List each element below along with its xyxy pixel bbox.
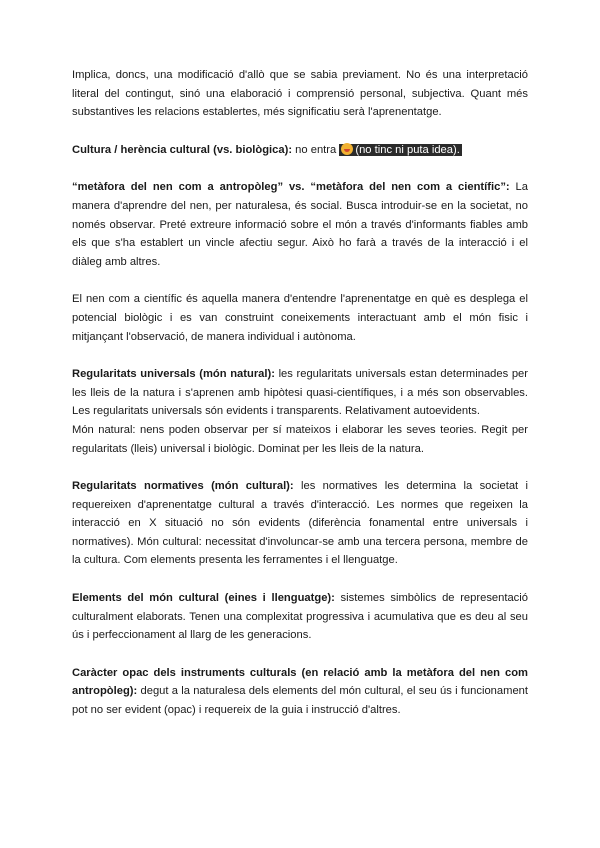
heading-regularitats-universals: Regularitats universals (món natural): [72,368,275,381]
paragraph-elements-mon-cultural [72,589,528,645]
paragraph-metafora [72,178,528,271]
heading-cultura: Cultura / herència cultural (vs. biològica): [72,143,293,156]
paragraph-caracter-opac [72,664,528,720]
paragraph-mon-natural: Món natural: nens poden observar per sí mateixos i elaborar les seves teories. Regit per regularitats (lleis) universal i biològic. Dominat per les lleis de la natura. [72,423,528,455]
text-regularitats-normatives: les normatives les determina la societat i requereixen d'aprenentatge cultural a través d'interacció. Les normes que regeixen la interacció en X situació no són evidents (diferència fonamental entre universals i normatives). Món cultural: necessitat d'involuncar-se amb una tercera persona, membre de la cultura. Com elements presenta les ferramentes i el llenguatge. [72,480,528,567]
paragraph-cultura [72,141,528,160]
highlight-text: (no tinc ni puta idea). [355,143,460,156]
heading-elements-mon-cultural: Elements del món cultural (eines i llenguatge): [72,592,335,605]
heading-caracter-opac: Caràcter opac dels instruments culturals (en relació amb la metàfora del nen com antropòleg): [72,666,528,698]
heading-regularitats-normatives: Regularitats normatives (món cultural): [72,480,294,493]
text-caracter-opac: degut a la naturalesa dels elements del món cultural, el seu ús i funcionament pot no ser evident (opac) i requereix de la guia i instrucció d'altres. [72,685,528,717]
text-cultura: no entra [292,143,340,156]
heading-metafora: “metàfora del nen com a antropòleg” vs. “metàfora del nen com a científic”: [72,181,510,194]
text-regularitats-universals: les regularitats universals estan determinades per les lleis de la natura i s'aprenen amb hipòtesi quasi-científiques, i a més son observables. Les regularitats universals són evidents i transparents. Relativament autoevidents. [72,368,528,418]
paragraph-regularitats-universals [72,365,528,421]
paragraph-nen-cientific: El nen com a científic és aquella manera d'entendre l'aprenentatge en què es desplega el potencial biològic i es van construint coneixements interactuant amb el món fisic i mitjançant l'observació, de manera individual i autònoma. [72,293,528,343]
text-elements-mon-cultural: sistemes simbòlics de representació culturalment elaborats. Tenen una complexitat progressiva i acumulativa que es deu al seu ús i perfeccionament al llarg de les generacions. [72,592,528,642]
grinning-tongue-emoji-icon [341,143,353,155]
paragraph-regularitats-normatives [72,477,528,570]
text-metafora: La manera d'aprendre del nen, per naturalesa, és social. Busca introduir-se en la societat, no només observar. Preté extreure informació sobre el món a través d'informants fiables amb els que s'ha establert un vincle afectiu segur. Això ho farà a través de la interacció i el diàleg amb altres. [72,181,528,268]
highlight-note [339,144,461,156]
document-page [72,66,528,739]
paragraph-intro: Implica, doncs, una modificació d'allò que se sabia previament. No és una interpretació literal del contingut, sinó una elaboració i comprensió personal, subjectiva. Quant més substantives les relacions establertes, més significatiu serà l'aprenentatge. [72,69,528,119]
